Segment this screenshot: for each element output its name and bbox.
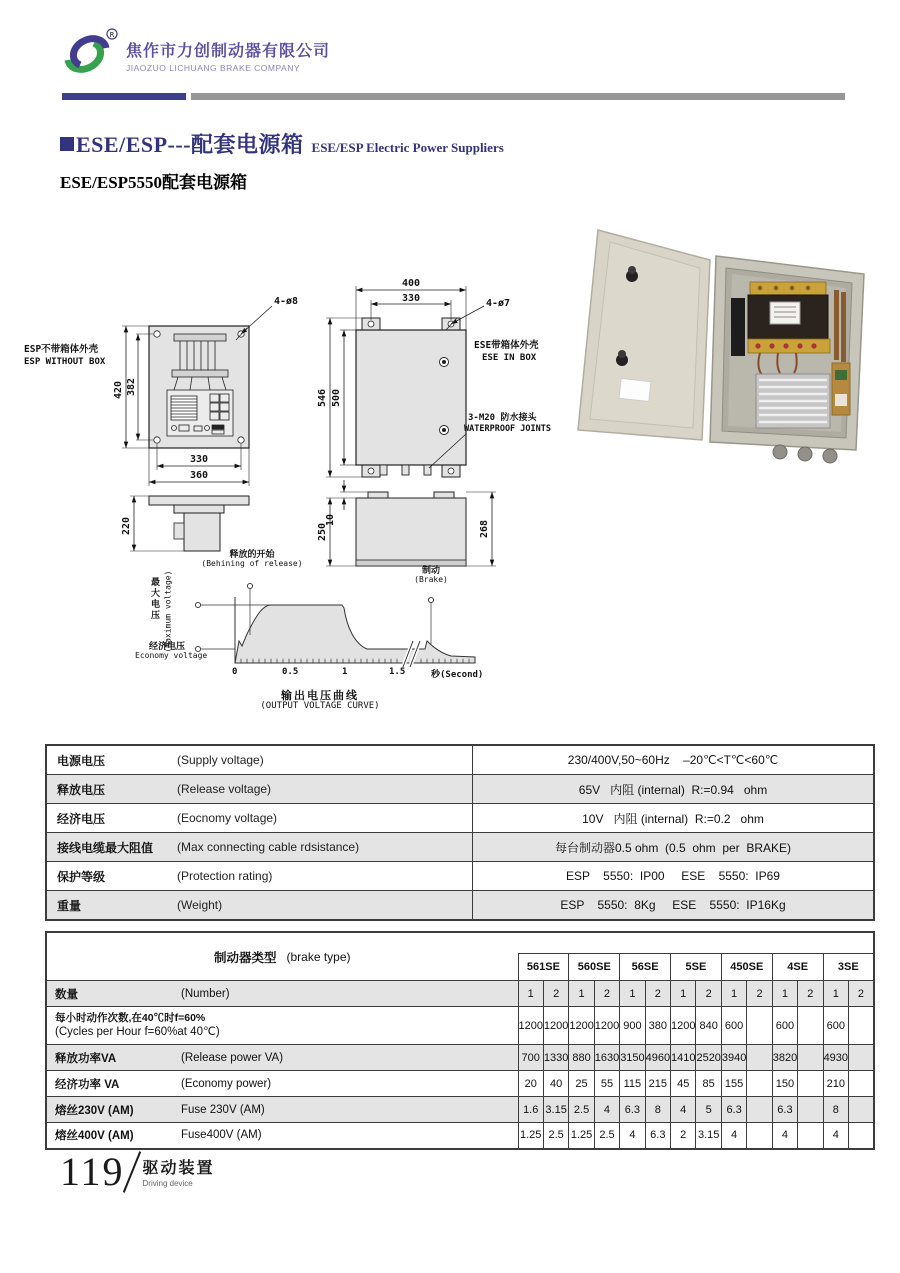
brake-table-cell: 4	[823, 1123, 848, 1149]
brake-table-cell: 1	[671, 981, 696, 1007]
table-row	[46, 981, 874, 1007]
brake-table-cell: 4	[594, 1097, 619, 1123]
x-tick-15: 1.5	[389, 667, 406, 677]
brake-row-label-text	[55, 986, 510, 1002]
brake-table-cell: 2	[747, 981, 772, 1007]
brake-table-cell: 1	[721, 981, 746, 1007]
brake-table-cell: 6.3	[772, 1097, 797, 1123]
brake-table-cell	[747, 1123, 772, 1149]
spec-label-en: (Protection rating)	[177, 869, 273, 883]
brake-row-label-cn: 熔丝400V (AM)	[55, 1130, 134, 1143]
brake-group-header: 560SE	[569, 954, 620, 981]
brake-annotation-cn: 制动	[421, 565, 440, 575]
brake-table-cell: 6.3	[620, 1097, 645, 1123]
esp-dim-holes: 4-ø8	[274, 296, 299, 307]
brake-table-cell: 1200	[594, 1007, 619, 1045]
spec-value: 每台制动器0.5 ohm (0.5 ohm per BRAKE)	[473, 833, 875, 862]
brake-table-cell	[747, 1007, 772, 1045]
brake-table-cell: 55	[594, 1071, 619, 1097]
brake-table-cell: 8	[645, 1097, 670, 1123]
curve-title-cn: 输出电压曲线	[281, 690, 359, 702]
brake-table-cell	[848, 1045, 874, 1071]
brake-row-label-cn: 释放功率VA	[55, 1052, 117, 1065]
brake-type-label-en: (brake type)	[286, 949, 351, 964]
brake-table-cell: 20	[518, 1071, 543, 1097]
brake-table-cell: 4	[620, 1123, 645, 1149]
spec-label-cn: 经济电压	[57, 811, 106, 826]
brake-table-cell	[848, 1123, 874, 1149]
esp-dim-360: 360	[189, 470, 209, 481]
spec-value: 65V 内阻 (internal) R:=0.94 ohm	[473, 775, 875, 804]
table-row	[46, 1007, 874, 1045]
brake-table-cell: 1	[569, 981, 594, 1007]
brake-row-label	[46, 1123, 518, 1149]
ese-dim-250: 250	[317, 522, 328, 542]
ese-joints-cn: 3-M20 防水接头	[468, 413, 537, 423]
x-tick-05: 0.5	[282, 667, 299, 677]
brake-table-cell: 2	[645, 981, 670, 1007]
brake-row-label	[46, 981, 518, 1007]
brake-table-cell: 3940	[721, 1045, 746, 1071]
brake-table-cell: 840	[696, 1007, 721, 1045]
brake-header-row	[46, 932, 874, 954]
brake-table-cell: 2	[696, 981, 721, 1007]
brake-table-cell: 2.5	[569, 1097, 594, 1123]
brake-type-table	[45, 931, 875, 1150]
brake-table-cell: 1	[823, 981, 848, 1007]
brake-table-cell: 150	[772, 1071, 797, 1097]
esp-label-cn: ESP不带箱体外壳	[24, 344, 99, 355]
brake-row-label-text	[55, 1050, 510, 1066]
table-row	[46, 891, 874, 921]
brake-table-cell	[747, 1045, 772, 1071]
brake-type-label-cn: 制动器类型	[213, 950, 277, 965]
ese-dim-330: 330	[401, 293, 421, 304]
brake-row-label-en: (Number)	[181, 987, 230, 1000]
brake-row-label-en: Fuse 230V (AM)	[181, 1103, 265, 1116]
brake-table-cell: 1200	[671, 1007, 696, 1045]
ese-dim-500: 500	[331, 388, 342, 408]
table-row	[46, 745, 874, 775]
power-box-photo	[528, 198, 878, 488]
brake-table-cell: 155	[721, 1071, 746, 1097]
footer-section-cn: 驱动装置	[142, 1160, 215, 1177]
brake-table-cell: 25	[569, 1071, 594, 1097]
ese-dim-10: 10	[325, 513, 336, 527]
section-title-cn: ESE/ESP---配套电源箱	[76, 132, 304, 157]
ese-dim-268: 268	[479, 519, 490, 539]
brake-group-header: 4SE	[772, 954, 823, 981]
brake-table-cell: 2	[594, 981, 619, 1007]
brake-row-label-cn: 经济功率 VA	[55, 1078, 120, 1091]
esp-dim-382: 382	[126, 377, 137, 397]
spec-value: ESP 5550: IP00 ESE 5550: IP69	[473, 862, 875, 891]
brake-table-cell: 4	[671, 1097, 696, 1123]
brake-table-cell: 2.5	[543, 1123, 568, 1149]
section-title	[60, 128, 504, 159]
brake-row-label-cn: 数量	[55, 988, 78, 1001]
x-tick-1: 1	[342, 667, 348, 677]
table-row	[46, 833, 874, 862]
brake-table-cell: 1630	[594, 1045, 619, 1071]
brake-table-cell: 2	[671, 1123, 696, 1149]
spec-label-en: (Max connecting cable rdsistance)	[177, 840, 360, 854]
page-number: 119	[60, 1149, 125, 1194]
spec-label-cn: 电源电压	[57, 753, 106, 768]
title-square-icon	[60, 137, 74, 151]
company-name-block	[126, 38, 330, 73]
brake-table-cell	[798, 1007, 823, 1045]
ese-dim-546: 546	[317, 388, 328, 408]
x-unit-label: 秒(Second)	[431, 670, 484, 680]
brake-row-label-text	[55, 1102, 510, 1118]
brake-table-cell	[848, 1007, 874, 1045]
brake-table-cell	[798, 1071, 823, 1097]
spec-label-en: (Release voltage)	[177, 782, 272, 796]
ese-dim-holes: 4-ø7	[486, 298, 511, 309]
brake-row-label	[46, 1045, 518, 1071]
brake-row-label	[46, 1071, 518, 1097]
brake-table-cell: 40	[543, 1071, 568, 1097]
company-logo-icon	[56, 26, 120, 84]
max-voltage-label-cn: 最大电压	[150, 577, 160, 621]
brake-table-cell: 5	[696, 1097, 721, 1123]
brake-table-cell: 1.25	[569, 1123, 594, 1149]
page-footer	[60, 1148, 215, 1195]
brake-row-label-en: (Economy power)	[181, 1077, 272, 1090]
brake-table-cell: 6.3	[645, 1123, 670, 1149]
brake-annotation-en: (Brake)	[414, 575, 448, 584]
spec-label-cn: 保护等级	[57, 869, 106, 884]
x-tick-0: 0	[232, 667, 238, 677]
brake-table-cell: 2520	[696, 1045, 721, 1071]
brake-table-cell: 1.25	[518, 1123, 543, 1149]
economy-voltage-label-en: Economy voltage	[135, 651, 208, 660]
brake-table-cell: 1200	[543, 1007, 568, 1045]
brake-table-cell: 2	[798, 981, 823, 1007]
brake-table-cell: 1.6	[518, 1097, 543, 1123]
release-annotation-cn: 释放的开始	[229, 549, 275, 559]
brake-table-cell	[798, 1045, 823, 1071]
brake-table-cell: 3.15	[696, 1123, 721, 1149]
section-title-en: ESE/ESP Electric Power Suppliers	[311, 140, 504, 155]
ese-dim-400: 400	[401, 278, 421, 289]
brake-row-label-en: (Release power VA)	[181, 1051, 284, 1064]
brake-group-header: 5SE	[671, 954, 722, 981]
brake-table-cell: 1410	[671, 1045, 696, 1071]
brake-table-cell: 3150	[620, 1045, 645, 1071]
brake-table-cell: 1	[772, 981, 797, 1007]
brake-table-cell: 6.3	[721, 1097, 746, 1123]
table-row	[46, 1045, 874, 1071]
brake-table-cell: 215	[645, 1071, 670, 1097]
brake-row-label	[46, 1097, 518, 1123]
esp-dim-420: 420	[113, 380, 124, 400]
table-row	[46, 1071, 874, 1097]
esp-dim-330: 330	[189, 454, 209, 465]
esp-label-en: ESP WITHOUT BOX	[24, 357, 106, 367]
brake-table-cell: 8	[823, 1097, 848, 1123]
brake-table-cell: 3.15	[543, 1097, 568, 1123]
brake-table-cell: 900	[620, 1007, 645, 1045]
brake-table-cell: 600	[823, 1007, 848, 1045]
table-row	[46, 1097, 874, 1123]
table-row	[46, 862, 874, 891]
brake-table-cell: 1330	[543, 1045, 568, 1071]
esp-without-box-drawing	[24, 278, 324, 573]
brake-table-cell: 2.5	[594, 1123, 619, 1149]
brake-table-cell: 2	[848, 981, 874, 1007]
brake-table-cell: 1	[620, 981, 645, 1007]
economy-voltage-label-cn: 经济电压	[149, 641, 186, 651]
company-name-cn: 焦作市力创制动器有限公司	[126, 43, 331, 60]
brake-row-label-text	[55, 1076, 510, 1092]
ese-label-cn: ESE带箱体外壳	[474, 340, 539, 351]
brake-table-cell: 1200	[569, 1007, 594, 1045]
brake-table-cell	[848, 1097, 874, 1123]
brake-table-cell: 600	[721, 1007, 746, 1045]
max-voltage-label-en: (Maximum voltage)	[163, 570, 173, 653]
spec-label-cn: 接线电缆最大阻值	[57, 840, 154, 855]
header-divider-blue	[62, 93, 186, 100]
brake-row-label-text	[55, 1012, 510, 1040]
footer-slash-icon	[122, 1151, 140, 1193]
spec-table	[45, 744, 875, 921]
page-title: ESE/ESP5550配套电源箱	[60, 173, 248, 192]
brake-type-header	[47, 948, 518, 966]
brake-table-cell: 880	[569, 1045, 594, 1071]
brake-table-cell: 115	[620, 1071, 645, 1097]
spec-value: 10V 内阻 (internal) R:=0.2 ohm	[473, 804, 875, 833]
brake-table-cell: 380	[645, 1007, 670, 1045]
brake-type-header-cell	[46, 932, 518, 981]
brake-row-label-en: Fuse400V (AM)	[181, 1129, 262, 1142]
company-name-en: JIAOZUO LICHUANG BRAKE COMPANY	[126, 63, 301, 73]
brake-row-label-text	[55, 1127, 510, 1143]
ese-label-en: ESE IN BOX	[482, 353, 537, 363]
header-divider-gray	[191, 93, 845, 100]
brake-table-cell: 1	[518, 981, 543, 1007]
brake-table-cell: 700	[518, 1045, 543, 1071]
spec-label-en: (Eocnomy voltage)	[177, 811, 278, 825]
brake-table-cell: 85	[696, 1071, 721, 1097]
footer-section-en: Driving device	[142, 1179, 193, 1188]
spec-value: ESP 5550: 8Kg ESE 5550: IP16Kg	[473, 891, 875, 921]
brake-row-label-cn: 每小时动作次数,在40℃时f=60%	[55, 1011, 206, 1024]
table-row	[46, 1123, 874, 1149]
brake-row-label-en: (Cycles per Hour f=60%at 40℃)	[55, 1025, 220, 1038]
ese-joints-en: WATERPROOF JOINTS	[464, 424, 551, 434]
brake-table-cell	[798, 1097, 823, 1123]
brake-table-cell: 4930	[823, 1045, 848, 1071]
svg-text:R: R	[109, 31, 115, 39]
brake-table-cell: 4	[721, 1123, 746, 1149]
brake-group-header: 3SE	[823, 954, 874, 981]
brake-table-cell: 210	[823, 1071, 848, 1097]
brake-table-cell: 1200	[518, 1007, 543, 1045]
brake-group-header: 56SE	[620, 954, 671, 981]
esp-dim-220: 220	[121, 516, 132, 536]
spec-label-en: (Supply voltage)	[177, 753, 264, 767]
brake-group-header: 450SE	[721, 954, 772, 981]
spec-label-cn: 释放电压	[57, 782, 106, 797]
brake-table-cell: 4	[772, 1123, 797, 1149]
table-row	[46, 804, 874, 833]
brake-table-cell: 45	[671, 1071, 696, 1097]
brake-table-cell: 2	[543, 981, 568, 1007]
brake-table-cell: 4960	[645, 1045, 670, 1071]
output-voltage-curve	[135, 545, 505, 730]
brake-row-label	[46, 1007, 518, 1045]
brake-table-cell	[747, 1071, 772, 1097]
curve-title-en: (OUTPUT VOLTAGE CURVE)	[260, 701, 380, 711]
brake-table-cell: 3820	[772, 1045, 797, 1071]
brake-table-cell	[747, 1097, 772, 1123]
release-annotation-en: (Behining of release)	[201, 559, 303, 568]
brake-header-spacer	[518, 932, 874, 954]
brake-row-label-cn: 熔丝230V (AM)	[55, 1104, 134, 1117]
brake-table-cell	[848, 1071, 874, 1097]
spec-label-cn: 重量	[57, 898, 82, 913]
brake-group-header: 561SE	[518, 954, 569, 981]
table-row	[46, 775, 874, 804]
spec-value: 230/400V,50~60Hz –20℃<T℃<60℃	[473, 745, 875, 775]
brake-table-cell: 600	[772, 1007, 797, 1045]
brake-table-cell	[798, 1123, 823, 1149]
spec-label-en: (Weight)	[177, 898, 223, 912]
